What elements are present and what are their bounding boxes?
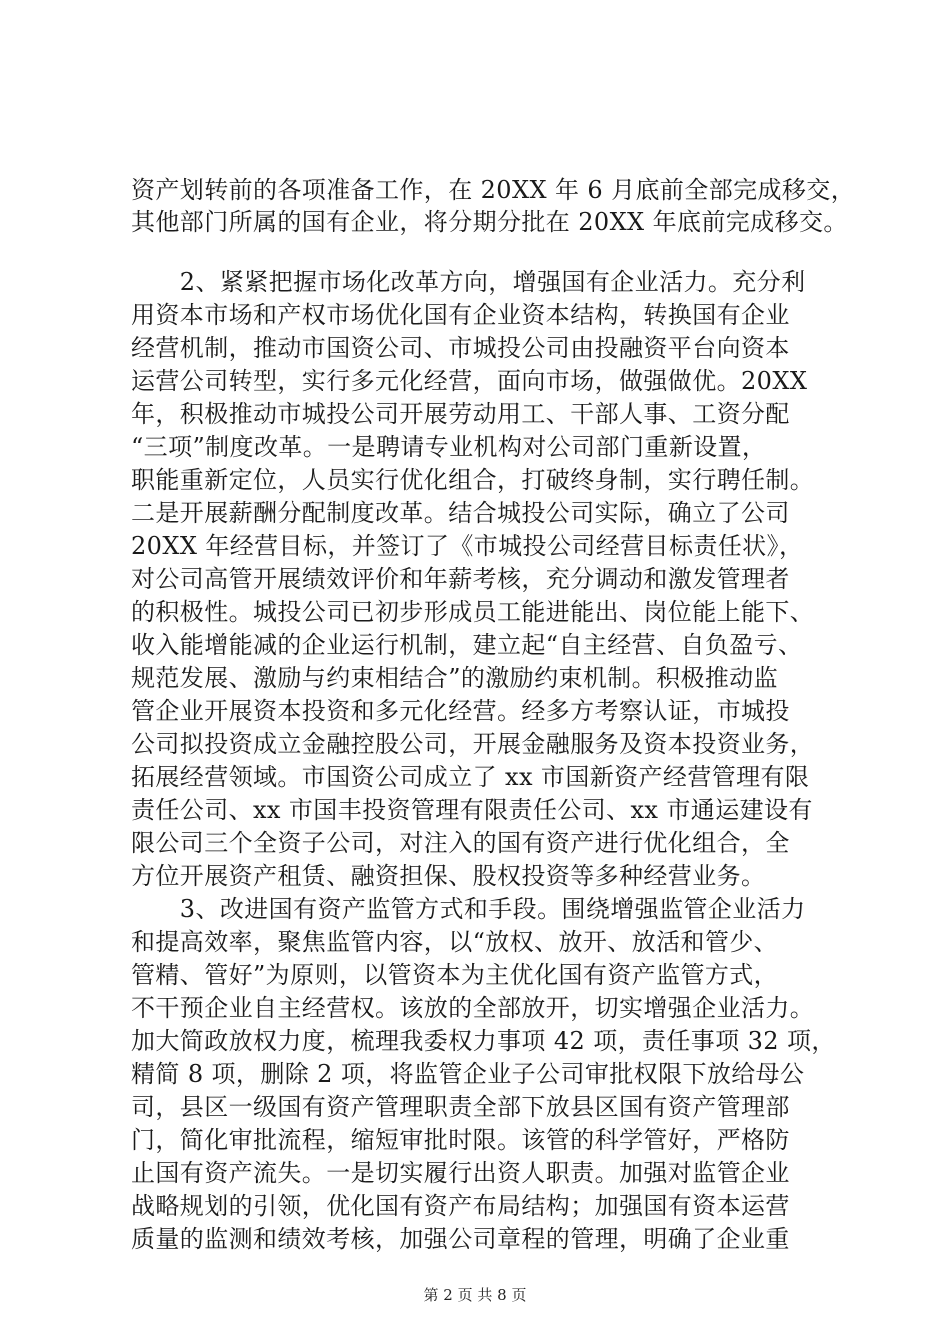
text-line: 2、紧紧把握市场化改革方向，增强国有企业活力。充分利 <box>131 268 806 296</box>
text-line: 责任公司、xx 市国丰投资管理有限责任公司、xx 市通运建设有 <box>131 796 813 824</box>
text-line: 3、改进国有资产监管方式和手段。围绕增强监管企业活力 <box>131 895 806 923</box>
text-line: 管精、管好”为原则，以管资本为主优化国有资产监管方式， <box>131 961 779 989</box>
text-line: 收入能增能减的企业运行机制，建立起“自主经营、自负盈亏、 <box>131 631 803 659</box>
text-line: 年，积极推动市城投公司开展劳动用工、干部人事、工资分配 <box>131 400 790 428</box>
text-line: 司，县区一级国有资产管理职责全部下放县区国有资产管理部 <box>131 1093 790 1121</box>
text-line: 拓展经营领域。市国资公司成立了 xx 市国新资产经营管理有限 <box>131 763 810 791</box>
text-line: 规范发展、激励与约束相结合”的激励约束机制。积极推动监 <box>131 664 779 692</box>
text-line: 止国有资产流失。一是切实履行出资人职责。加强对监管企业 <box>131 1159 790 1187</box>
text-line: 二是开展薪酬分配制度改革。结合城投公司实际，确立了公司 <box>131 499 790 527</box>
text-line: 的积极性。城投公司已初步形成员工能进能出、岗位能上能下、 <box>131 598 815 626</box>
text-line: 限公司三个全资子公司，对注入的国有资产进行优化组合，全 <box>131 829 790 857</box>
text-line: 用资本市场和产权市场优化国有企业资本结构，转换国有企业 <box>131 301 790 329</box>
text-line: 战略规划的引领，优化国有资产布局结构；加强国有资本运营 <box>131 1192 790 1220</box>
text-line: 加大简政放权力度，梳理我委权力事项 42 项，责任事项 32 项， <box>131 1027 836 1055</box>
text-line: 对公司高管开展绩效评价和年薪考核，充分调动和激发管理者 <box>131 565 790 593</box>
text-line: 20XX 年经营目标，并签订了《市城投公司经营目标责任状》， <box>131 532 804 560</box>
text-line: 方位开展资产租赁、融资担保、股权投资等多种经营业务。 <box>131 862 766 890</box>
text-line: “三项”制度改革。一是聘请专业机构对公司部门重新设置， <box>131 433 767 461</box>
page-number-footer: 第 2 页 共 8 页 <box>423 1286 527 1304</box>
text-line: 和提高效率，聚焦监管内容，以“放权、放开、放活和管少、 <box>131 928 779 956</box>
text-line: 不干预企业自主经营权。该放的全部放开，切实增强企业活力。 <box>131 994 815 1022</box>
text-line: 精简 8 项，删除 2 项，将监管企业子公司审批权限下放给母公 <box>131 1060 805 1088</box>
text-line: 公司拟投资成立金融控股公司，开展金融服务及资本投资业务， <box>131 730 815 758</box>
text-line: 门，简化审批流程，缩短审批时限。该管的科学管好，严格防 <box>131 1126 790 1154</box>
text-line: 其他部门所属的国有企业，将分期分批在 20XX 年底前完成移交。 <box>131 208 848 236</box>
text-line: 资产划转前的各项准备工作，在 20XX 年 6 月底前全部完成移交， <box>131 176 856 204</box>
text-line: 运营公司转型，实行多元化经营，面向市场，做强做优。20XX <box>131 367 808 395</box>
text-line: 经营机制，推动市国资公司、市城投公司由投融资平台向资本 <box>131 334 790 362</box>
text-line: 职能重新定位，人员实行优化组合，打破终身制，实行聘任制。 <box>131 466 815 494</box>
text-line: 质量的监测和绩效考核，加强公司章程的管理，明确了企业重 <box>131 1225 790 1253</box>
text-line: 管企业开展资本投资和多元化经营。经多方考察认证，市城投 <box>131 697 790 725</box>
